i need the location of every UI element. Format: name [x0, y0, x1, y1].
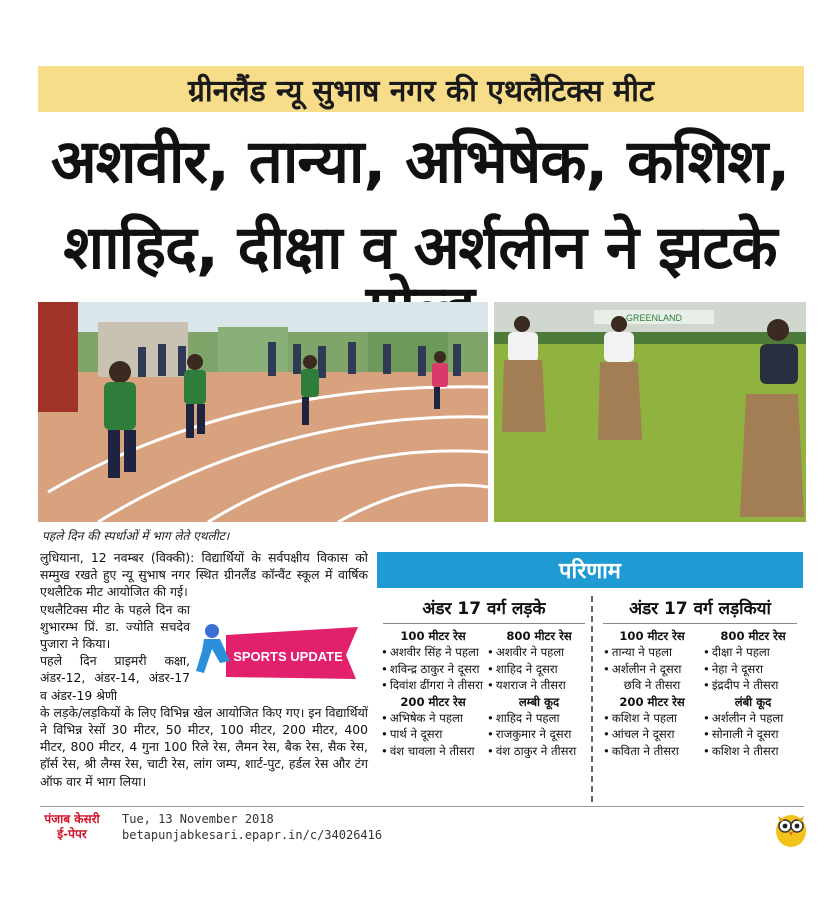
- boys-results: [377, 592, 591, 802]
- result-event-title: 800 मीटर रेस: [720, 629, 786, 643]
- sports-update-badge: [190, 617, 360, 687]
- result-entry: • अशवीर ने पहला: [487, 644, 591, 660]
- results-panel: [377, 592, 803, 802]
- results-title: परिणाम: [559, 559, 621, 584]
- article-paragraph-2: एथलैटिक्स मीट के पहले दिन का शुभारम्भ प्रिं. डा. ज्योति सचदेव पुजारा ने किया।: [40, 601, 190, 652]
- owl-icon: [774, 810, 808, 848]
- results-divider: [591, 596, 593, 802]
- result-entry: • अभिषेक ने पहला: [381, 710, 485, 726]
- kicker-banner: [38, 66, 804, 112]
- results-title-bar: [377, 552, 803, 588]
- footer-url[interactable]: betapunjabkesari.epapr.in/c/34026416: [122, 828, 383, 842]
- result-entry: • नेहा ने दूसरा: [703, 661, 803, 677]
- result-entry: • तान्या ने पहला: [603, 644, 701, 660]
- result-entry: • इंद्रदीप ने तीसरा: [703, 677, 803, 693]
- result-entry: • वंश ठाकुर ने तीसरा: [487, 743, 591, 759]
- result-entry: छवि ने तीसरा: [623, 678, 681, 693]
- footer-brand-name: पंजाब केसरी: [44, 812, 100, 826]
- result-entry: • दीक्षा ने पहला: [703, 644, 803, 660]
- result-event-title: 100 मीटर रेस: [400, 629, 466, 643]
- article-paragraph-3b: के लड़के/लड़कियों के लिए विभिन्न खेल आयोजित किए गए। इन विद्यार्थियों ने विभिन्न रेसों 30 मीटर, 50 मीटर, 100 मीटर, 200 मीटर, 400 मीटर, 800 मीटर, 4 गुना 100 रिले रेस, लैमन रेस, बैक रेस, सैक रेस, हॉर्स रेस, श्री लैग्स रेस, चाटी रेस, लांग जम्प, शार्ट-पुट, हर्डल रेस और टंग ऑफ वार में भाग लिया।: [40, 704, 368, 789]
- photo-running-race: [38, 302, 488, 522]
- result-event-title: 200 मीटर रेस: [400, 694, 466, 709]
- result-event-title: लम्बी कूद: [518, 694, 560, 709]
- headline-line-2: शाहिद, दीक्षा व अर्शलीन ने झटके: [63, 213, 777, 283]
- result-event-title: 200 मीटर रेस: [619, 694, 685, 709]
- result-entry: • अशवीर सिंह ने पहला: [381, 644, 485, 660]
- article-paragraph-3a: पहले दिन प्राइमरी कक्षा, अंडर-12, अंडर-14, अंडर-17 व अंडर-19 श्रेणी: [40, 653, 190, 703]
- result-entry: • पार्थ ने दूसरा: [381, 726, 485, 742]
- footer-divider: [40, 806, 804, 807]
- article-paragraph-1: लुधियाना, 12 नवम्बर (विक्की): विद्यार्थियों के सर्वपक्षीय विकास को सम्मुख रखते हुए न्यू सुभाष नगर स्थित ग्रीनलैंड कॉन्वैंट स्कूल में वार्षिक एथलैटिक मीट आयोजित की गई।: [40, 550, 368, 600]
- result-entry: • यशराज ने तीसरा: [487, 677, 591, 693]
- headline-line-1: अशवीर, तान्या, अभिषेक, कशिश,: [50, 127, 790, 197]
- result-entry: • शविन्द्र ठाकुर ने दूसरा: [381, 661, 485, 677]
- footer-date: Tue, 13 November 2018: [122, 812, 274, 826]
- result-event-title: 800 मीटर रेस: [506, 629, 572, 643]
- result-entry: • अर्शलीन ने पहला: [703, 710, 803, 726]
- result-entry: • कविता ने तीसरा: [603, 743, 701, 759]
- banner-text: GREENLAND: [625, 313, 683, 323]
- boys-col-1: [381, 628, 485, 759]
- kicker-text: ग्रीनलैंड न्यू सुभाष नगर की एथलैटिक्स मीट: [187, 73, 654, 109]
- result-event-title: 100 मीटर रेस: [619, 629, 685, 643]
- footer-brand: [40, 812, 104, 842]
- boys-heading: अंडर 17 वर्ग लड़के: [422, 599, 546, 619]
- boys-col-2: [487, 628, 591, 759]
- girls-heading: अंडर 17 वर्ग लड़कियां: [629, 599, 771, 619]
- girls-col-1: [603, 628, 701, 759]
- result-entry: • अर्शलीन ने दूसरा: [603, 661, 701, 677]
- result-entry: • कशिश ने पहला: [603, 710, 701, 726]
- result-entry: • सोनाली ने दूसरा: [703, 726, 803, 742]
- result-event-title: लंबी कूद: [734, 694, 772, 709]
- footer-brand-epaper: ई-पेपर: [57, 827, 87, 841]
- sports-update-text: SPORTS UPDATE: [233, 649, 343, 664]
- photo-caption: पहले दिन की स्पर्धाओं में भाग लेते एथलीट।: [42, 529, 230, 543]
- girls-results: [597, 592, 803, 802]
- result-entry: • वंश चावला ने तीसरा: [381, 743, 485, 759]
- result-entry: • आंचल ने दूसरा: [603, 726, 701, 742]
- result-entry: • दिवांश ढींगरा ने तीसरा: [381, 677, 485, 693]
- result-entry: • कशिश ने तीसरा: [703, 743, 803, 759]
- photo-sack-race: [494, 302, 806, 522]
- result-entry: • शाहिद ने पहला: [487, 710, 591, 726]
- result-entry: • राजकुमार ने दूसरा: [487, 726, 591, 742]
- girls-col-2: [703, 628, 803, 759]
- result-entry: • शाहिद ने दूसरा: [487, 661, 591, 677]
